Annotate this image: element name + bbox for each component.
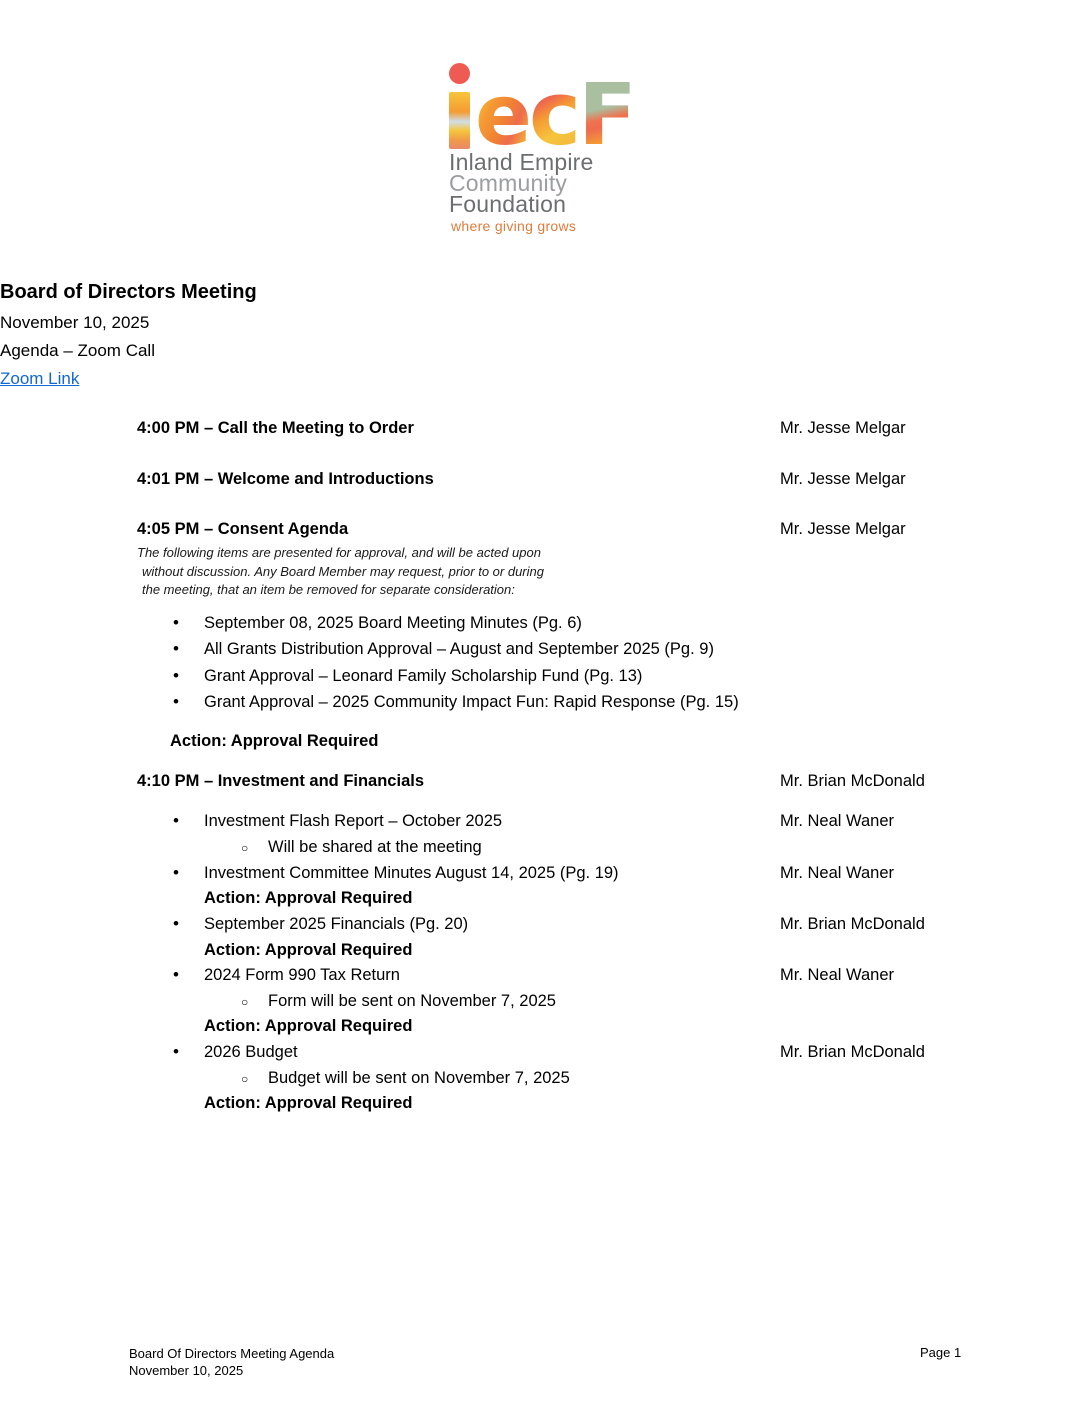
presenter-name: Mr. Neal Waner [780,966,895,984]
investment-subitem-text: Will be shared at the meeting [268,838,482,856]
presenter-name: Mr. Brian McDonald [780,772,925,790]
footer-doc-title: Board Of Directors Meeting Agenda [129,1346,335,1361]
agenda-heading: 4:05 PM – Consent Agenda [137,520,349,538]
consent-note-line3: the meeting, that an item be removed for separate consideration: [142,582,515,597]
logo-letter-f-icon: F [578,64,634,165]
logo-tagline: where giving grows [451,218,577,234]
bullet-icon: • [173,914,179,933]
investment-item-text: 2024 Form 990 Tax Return [204,966,400,984]
logo-name-line2: Community [449,170,568,196]
action-required-label: Action: Approval Required [170,732,379,750]
bullet-icon: • [173,692,179,711]
presenter-name: Mr. Brian McDonald [780,1043,925,1061]
iecf-logo [449,57,649,234]
bullet-icon: • [173,1042,179,1061]
logo-letter-e-icon: e [475,66,529,165]
agenda-heading: 4:00 PM – Call the Meeting to Order [137,419,414,437]
consent-note-line1: The following items are presented for approval, and will be acted upon [137,545,541,560]
action-required-label: Action: Approval Required [204,941,413,959]
zoom-link[interactable]: Zoom Link [0,369,80,388]
logo-name-line3: Foundation [449,191,567,217]
footer-doc-date: November 10, 2025 [129,1363,244,1378]
consent-bullet-text: Grant Approval – 2025 Community Impact Fun: Rapid Response (Pg. 15) [204,693,739,711]
consent-note-line2: without discussion. Any Board Member may request, prior to or during [142,564,544,579]
logo-letter-i-icon [449,58,471,149]
consent-bullet-text: September 08, 2025 Board Meeting Minutes (Pg. 6) [204,614,582,632]
agenda-heading: 4:01 PM – Welcome and Introductions [137,470,434,488]
zoom-link-row [0,369,1088,389]
action-required-label: Action: Approval Required [204,1094,413,1112]
page-title: Board of Directors Meeting [0,281,257,303]
agenda-row-welcome [137,470,1048,489]
agenda-row-investment-financials [137,772,1048,791]
bullet-icon: • [173,863,179,882]
investment-item-text: Investment Flash Report – October 2025 [204,812,503,830]
meeting-subtitle: Agenda – Zoom Call [0,341,155,360]
bullet-icon: • [173,811,179,830]
investment-item-text: Investment Committee Minutes August 14, 2025 (Pg. 19) [204,864,619,882]
presenter-name: Mr. Brian McDonald [780,915,925,933]
presenter-name: Mr. Jesse Melgar [780,419,906,437]
meeting-date: November 10, 2025 [0,313,150,332]
agenda-row-call-to-order [137,419,1048,438]
bullet-icon: • [173,639,179,658]
action-required-label: Action: Approval Required [204,1017,413,1035]
circle-bullet-icon: ○ [241,1072,249,1086]
logo-i-stem-icon [449,92,470,149]
investment-subitem-text: Budget will be sent on November 7, 2025 [268,1069,570,1087]
circle-bullet-icon: ○ [241,841,249,855]
logo-name-line1: Inland Empire [449,149,594,175]
page-number: Page 1 [920,1345,962,1360]
agenda-heading: 4:10 PM – Investment and Financials [137,772,425,790]
circle-bullet-icon: ○ [241,995,249,1009]
action-required-label: Action: Approval Required [204,889,413,907]
presenter-name: Mr. Jesse Melgar [780,520,906,538]
logo-letter-c-icon: c [528,62,579,166]
bullet-icon: • [173,666,179,685]
presenter-name: Mr. Neal Waner [780,812,895,830]
bullet-icon: • [173,613,179,632]
logo-i-dot-icon [449,63,470,84]
presenter-name: Mr. Neal Waner [780,864,895,882]
investment-item-text: 2026 Budget [204,1043,298,1061]
investment-subitem-text: Form will be sent on November 7, 2025 [268,992,556,1010]
investment-item-text: September 2025 Financials (Pg. 20) [204,915,469,933]
agenda-row-consent-agenda [137,520,1048,539]
presenter-name: Mr. Jesse Melgar [780,470,906,488]
consent-bullet-text: Grant Approval – Leonard Family Scholarship Fund (Pg. 13) [204,667,643,685]
consent-bullet-text: All Grants Distribution Approval – August and September 2025 (Pg. 9) [204,640,714,658]
bullet-icon: • [173,965,179,984]
